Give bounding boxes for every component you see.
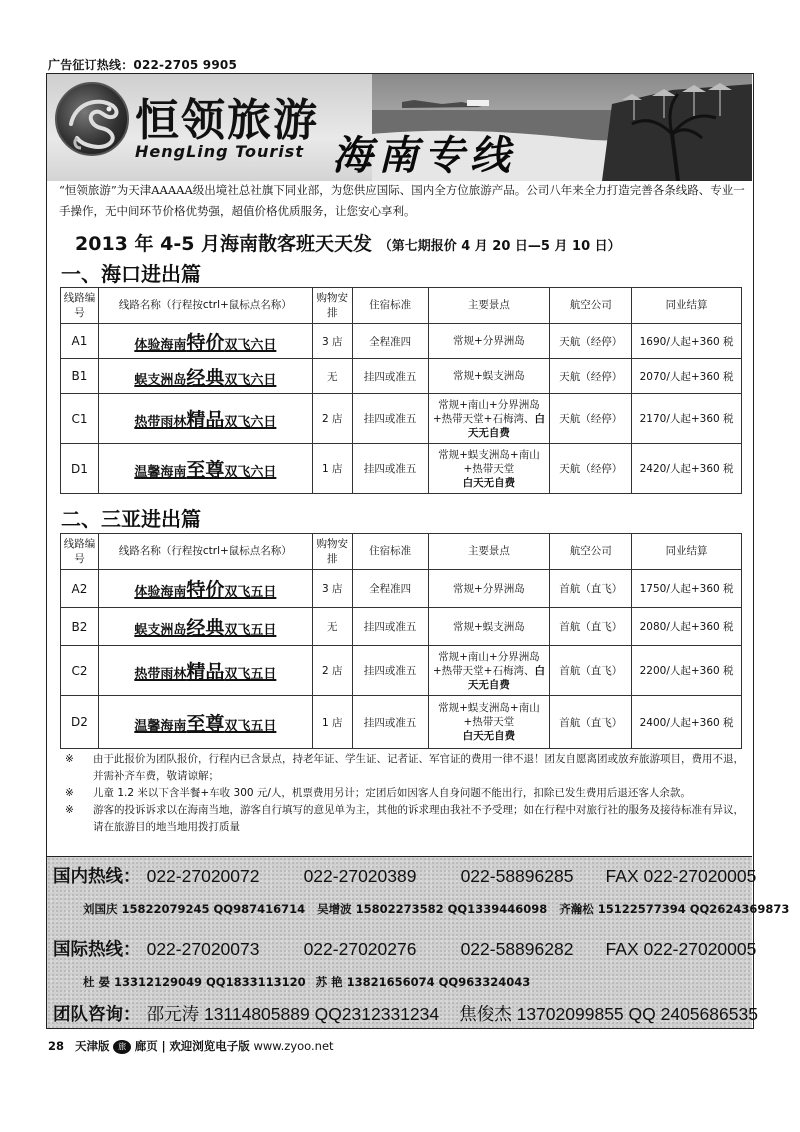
route-hotel: 挂四或准五 (352, 359, 428, 394)
domestic-hotline-row (53, 863, 756, 888)
route-name-pre: 温馨海南 (134, 718, 187, 734)
note-text: 游客的投诉诉求以在海南当地，游客自行填写的意见单为主，其他的诉求理由我社不予受理；如在行程中对旅行社的服务及接待标准有异议，请在旅游目的地当地用拨打质量 (93, 804, 744, 833)
footer-divider: | (161, 1039, 166, 1053)
col-name: 线路名称（行程按ctrl+鼠标点名称） (98, 534, 312, 570)
table-row (61, 324, 742, 359)
route-airline: 天航（经停） (550, 359, 632, 394)
contact: 邵元涛 13114805889 QQ2312331234 (146, 1004, 440, 1024)
spots-text: 常规+南山+分界洲岛+热带天堂+石梅湾、 (432, 650, 540, 677)
route-hotel: 全程准四 (352, 570, 428, 608)
route-price: 1750/人起+360 税 (632, 570, 742, 608)
intl-label: 国际热线： (53, 940, 141, 960)
contact: 齐瀚松 15122577394 QQ2624369873 (559, 902, 790, 916)
note-mark: ※ (65, 804, 74, 816)
route-shop: 3 店 (312, 324, 352, 359)
section-title-haikou: 一、海口进出篇 (61, 262, 201, 286)
spots-text: 常规+蜈支洲岛+南山+热带天堂 (438, 448, 540, 475)
ad-hotline: 广告征订热线：022-2705 9905 (48, 58, 238, 72)
phone-number[interactable]: 022-58896282 (460, 939, 574, 959)
table-row (61, 394, 742, 444)
note-item (65, 802, 745, 836)
route-name-highlight: 精品 (186, 661, 225, 683)
route-code: C1 (61, 394, 99, 444)
route-price: 2070/人起+360 税 (632, 359, 742, 394)
main-title-period: （第七期报价 4 月 20 日—5 月 10 日） (378, 239, 621, 254)
intl-contacts-row (83, 974, 530, 990)
table-row (61, 570, 742, 608)
col-shop: 购物安排 (312, 288, 352, 324)
route-spots (428, 394, 550, 444)
note-item (65, 751, 745, 785)
slogan: 欢迎浏览电子版 (169, 1039, 250, 1053)
route-spots (428, 646, 550, 696)
publication-logo-icon: 旅 (113, 1040, 131, 1054)
route-hotel: 挂四或准五 (352, 444, 428, 494)
route-hotel: 挂四或准五 (352, 394, 428, 444)
route-hotel: 挂四或准五 (352, 696, 428, 749)
domestic-contacts-row (83, 901, 789, 917)
route-name-post: 双飞五日 (224, 718, 277, 734)
contact: 苏 艳 13821656074 QQ963324043 (315, 975, 531, 989)
contact: 吴增波 15802273582 QQ1339446098 (317, 902, 548, 916)
route-link[interactable] (98, 324, 312, 359)
spots-text: 常规+分界洲岛 (453, 582, 525, 595)
col-price: 同业结算 (632, 288, 742, 324)
table-row (61, 696, 742, 749)
col-airline: 航空公司 (550, 288, 632, 324)
route-price: 1690/人起+360 税 (632, 324, 742, 359)
domestic-label: 国内热线： (53, 867, 141, 887)
route-name-pre: 蜈支洲岛 (134, 623, 187, 638)
note-text: 儿童 1.2 米以下含半餐+车收 300 元/人，机票费用另计；定团后如因客人自身问题不能出行，扣除已发生费用后退还客人余款。 (93, 787, 691, 799)
col-price: 同业结算 (632, 534, 742, 570)
route-name-highlight: 经典 (186, 366, 225, 389)
fax-number[interactable]: FAX 022-27020005 (605, 939, 757, 959)
route-airline: 首航（直飞） (550, 646, 632, 696)
route-price: 2400/人起+360 税 (632, 696, 742, 749)
contact: 杜 晏 13312129049 QQ1833113120 (83, 975, 306, 989)
notes (65, 751, 745, 836)
phone-number[interactable]: 022-58896285 (460, 866, 574, 886)
route-name-highlight: 经典 (186, 617, 225, 639)
route-name-highlight: 精品 (186, 409, 225, 431)
table-row (61, 646, 742, 696)
phone-number[interactable]: 022-27020276 (303, 939, 417, 959)
route-name-post: 双飞六日 (224, 337, 277, 353)
route-airline: 天航（经停） (550, 444, 632, 494)
route-spots (428, 359, 550, 394)
route-name-pre: 蜈支洲岛 (134, 372, 187, 388)
route-name-pre: 温馨海南 (134, 465, 187, 480)
contact: 焦俊杰 13702099855 QQ 2405686535 (459, 1004, 758, 1024)
col-airline: 航空公司 (550, 534, 632, 570)
route-spots (428, 608, 550, 646)
route-hotel: 全程准四 (352, 324, 428, 359)
col-spots: 主要景点 (428, 288, 550, 324)
hainan-line-title: 海南专线 (332, 132, 516, 179)
route-name-highlight: 至尊 (186, 712, 225, 735)
spots-text: 常规+蜈支洲岛 (453, 370, 525, 382)
route-shop: 2 店 (312, 394, 352, 444)
route-shop: 1 店 (312, 444, 352, 494)
route-link[interactable] (98, 570, 312, 608)
route-airline: 天航（经停） (550, 394, 632, 444)
route-price: 2200/人起+360 税 (632, 646, 742, 696)
route-airline: 天航（经停） (550, 324, 632, 359)
page-footer (48, 1038, 334, 1054)
route-spots (428, 444, 550, 494)
route-name-post: 双飞六日 (224, 372, 277, 388)
route-name-highlight: 至尊 (186, 459, 225, 481)
edition: 天津版 (74, 1039, 110, 1053)
note-mark: ※ (65, 787, 74, 799)
route-shop: 3 店 (312, 570, 352, 608)
route-price: 2420/人起+360 税 (632, 444, 742, 494)
spots-note: 白天无自费 (467, 664, 545, 691)
page-number: 28 (48, 1039, 65, 1053)
route-code: A2 (61, 570, 99, 608)
col-name: 线路名称（行程按ctrl+鼠标点名称） (98, 288, 312, 324)
phone-number[interactable]: 022-27020389 (303, 866, 417, 886)
route-code: D2 (61, 696, 99, 749)
route-code: B2 (61, 608, 99, 646)
route-link[interactable] (98, 394, 312, 444)
route-name-post: 双飞六日 (224, 465, 277, 480)
note-text: 由于此报价为团队报价，行程内已含景点，持老年证、学生证、记者证、军官证的费用一律不退！团友自愿离团或放弃旅游项目，费用不退，并需补齐车费，敬请谅解； (93, 753, 744, 782)
route-price: 2080/人起+360 税 (632, 608, 742, 646)
company-intro: “恒领旅游”为天津AAAAA级出境社总社旗下同业部，为您供应国际、国内全方位旅游产品。公司八年来全力打造完善各条线路、专业一手操作，无中间环节价格优势强，超值价格优质服务，让您安心享利。 (59, 183, 745, 218)
flyer-frame (46, 73, 790, 1029)
group-label: 团队咨询： (53, 1005, 141, 1025)
fax-number[interactable]: FAX 022-27020005 (605, 866, 757, 886)
route-shop: 无 (312, 359, 352, 394)
route-name-highlight: 特价 (186, 579, 225, 601)
route-name-post: 双飞六日 (224, 415, 277, 430)
section-title-sanya: 二、三亚进出篇 (61, 507, 201, 531)
main-title (75, 229, 621, 256)
route-code: C2 (61, 646, 99, 696)
route-name-post: 双飞五日 (224, 667, 277, 682)
phone-number[interactable]: 022-27020073 (146, 939, 260, 959)
table-row (61, 359, 742, 394)
header-banner (47, 74, 752, 181)
col-hotel: 住宿标准 (352, 288, 428, 324)
spots-note: 白天无自费 (462, 730, 516, 742)
route-link[interactable] (98, 608, 312, 646)
route-code: A1 (61, 324, 99, 359)
route-shop: 1 店 (312, 696, 352, 749)
route-name-post: 双飞五日 (224, 585, 277, 600)
route-spots (428, 324, 550, 359)
group-hotline-row (53, 1001, 758, 1026)
route-hotel: 挂四或准五 (352, 608, 428, 646)
route-name-post: 双飞五日 (224, 623, 277, 638)
route-name-pre: 热带雨林 (134, 667, 187, 682)
col-hotel: 住宿标准 (352, 534, 428, 570)
route-name-highlight: 特价 (186, 331, 225, 354)
route-table-sanya (60, 533, 742, 749)
hotline-panel (47, 856, 790, 1028)
spots-text: 常规+蜈支洲岛+南山+热带天堂 (438, 702, 540, 728)
spots-text: 常规+分界洲岛 (453, 335, 525, 347)
section-name: 廊页 (134, 1039, 158, 1053)
route-spots (428, 570, 550, 608)
route-price: 2170/人起+360 税 (632, 394, 742, 444)
route-code: D1 (61, 444, 99, 494)
route-airline: 首航（直飞） (550, 570, 632, 608)
spots-text: 常规+南山+分界洲岛+热带天堂+石梅湾、 (432, 398, 540, 425)
route-hotel: 挂四或准五 (352, 646, 428, 696)
intl-hotline-row (53, 936, 756, 961)
col-spots: 主要景点 (428, 534, 550, 570)
spots-note: 白天无自费 (467, 412, 545, 439)
col-code: 线路编号 (61, 534, 99, 570)
route-name-pre: 体验海南 (134, 585, 187, 600)
note-mark: ※ (65, 753, 74, 765)
route-airline: 首航（直飞） (550, 696, 632, 749)
route-spots (428, 696, 550, 749)
col-code: 线路编号 (61, 288, 99, 324)
route-name-pre: 热带雨林 (134, 415, 187, 430)
table-row (61, 444, 742, 494)
spots-note: 白天无自费 (462, 476, 516, 489)
route-shop: 无 (312, 608, 352, 646)
logo-english: HengLing Tourist (135, 142, 304, 161)
table-row (61, 608, 742, 646)
dragon-logo-icon (55, 82, 129, 156)
route-code: B1 (61, 359, 99, 394)
main-title-text: 2013 年 4-5 月海南散客班天天发 (75, 233, 373, 255)
logo-chinese: 恒领旅游 (135, 95, 319, 146)
contact: 刘国庆 15822079245 QQ987416714 (83, 902, 306, 916)
route-table-haikou (60, 287, 742, 494)
col-shop: 购物安排 (312, 534, 352, 570)
route-name-pre: 体验海南 (134, 337, 187, 353)
spots-text: 常规+蜈支洲岛 (453, 620, 525, 633)
route-airline: 首航（直飞） (550, 608, 632, 646)
phone-number[interactable]: 022-27020072 (146, 866, 260, 886)
route-link[interactable] (98, 696, 312, 749)
website-link[interactable]: www.zyoo.net (253, 1039, 334, 1053)
route-shop: 2 店 (312, 646, 352, 696)
route-link[interactable] (98, 359, 312, 394)
route-link[interactable] (98, 444, 312, 494)
note-item (65, 785, 745, 802)
route-link[interactable] (98, 646, 312, 696)
